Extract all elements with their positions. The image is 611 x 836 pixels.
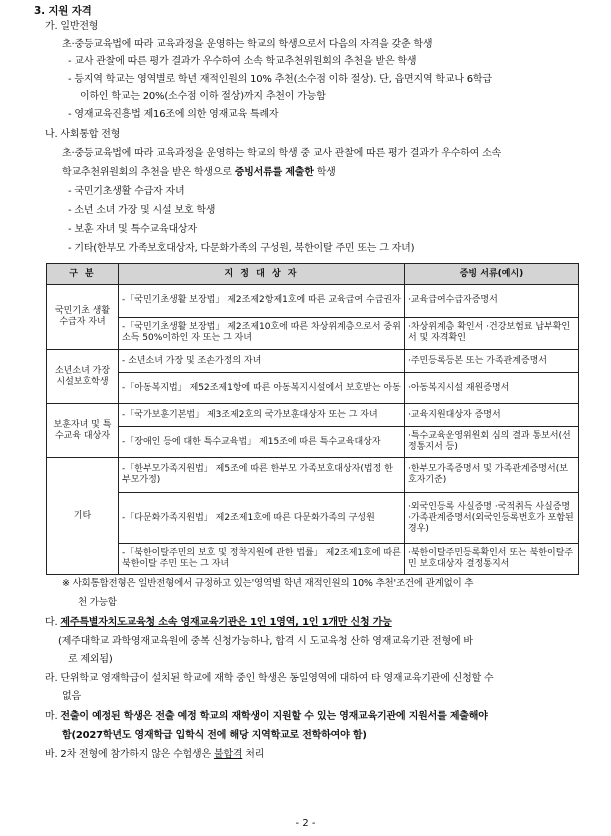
target-cell: -「한부모가족지원법」 제5조에 따른 한부모 가족보호대상자(법정 한부모가정) [119,458,405,493]
table-note-2: 천 가능함 [78,597,117,608]
intro-text: 학교추천위원회의 추천을 받은 학생으로 [62,167,235,178]
social-integration-intro-1: 초·중등교육법에 따라 교육과정을 운영하는 학교의 학생 중 교사 관찰에 따른 평가 결과가 우수하여 소속 [62,148,502,159]
category-cell: 국민기초 생활 수급자 자녀 [47,285,119,350]
general-item-1: - 교사 관찰에 따른 평가 결과가 우수하여 소속 학교추천위원회의 추천을 받은 학생 [68,56,417,67]
docs-cell: ·북한이탈주민등록확인서 또는 북한이탈주민 보호대상자 결정통지서 [405,544,579,575]
general-item-2-cont: 이하인 학교는 20%(소수점 이하 절상)까지 추천이 가능함 [80,91,326,102]
intro-bold-text: 증빙서류를 제출한 [234,167,314,178]
docs-cell: ·아동복지시설 재원증명서 [405,373,579,404]
ba-text: 2차 전형에 참가하지 않은 수험생은 [60,749,214,760]
docs-cell: ·교육급여수급자증명서 [405,285,579,318]
ba-underlined: 불합격 [213,749,243,760]
item-da [45,616,392,630]
docs-cell: ·특수교육운영위원회 심의 결과 통보서(선정통지서 등) [405,427,579,458]
target-cell: -「국가보훈기본법」 제3조제2호의 국가보훈대상자 또는 그 자녀 [119,404,405,427]
general-item-2: - 등지역 학교는 영역별로 학년 재적인원의 10% 추천(소수점 이하 절상). 단, 읍면지역 학교나 6학급 [68,74,492,85]
docs-cell: ·한부모가족증명서 및 가족관계증명서(보호자기준) [405,458,579,493]
item-ma-1 [45,710,488,724]
category-cell: 보훈자녀 및 특수교육 대상자 [47,404,119,458]
docs-cell: ·차상위계층 확인서 ·건강보험료 납부확인서 및 자격확인 [405,317,579,350]
social-item-4: - 기타(한부모 가족보호대상자, 다문화가족의 구성원, 북한이탈 주민 또는 그 자녀) [68,243,415,254]
header-category: 구 분 [47,264,119,285]
social-integration-heading: 나. 사회통합 전형 [45,129,121,140]
docs-cell: ·주민등록등본 또는 가족관계증명서 [405,350,579,373]
da-note-1: (제주대학교 과학영재교육원에 중복 신청가능하나, 합격 시 도교육청 산하 영재교육기관 전형에 바 [58,636,473,647]
page-number: - 2 - [295,818,316,829]
target-cell: -「다문화가족지원법」 제2조제1호에 따른 다문화가족의 구성원 [119,493,405,544]
intro-tail-text: 학생 [313,167,336,178]
social-item-1: - 국민기초생활 수급자 자녀 [68,186,185,197]
general-item-3: - 영재교육진흥법 제16조에 의한 영재교육 특례자 [68,109,279,120]
da-label: 다. [45,617,61,628]
table-row [47,350,579,373]
ba-label: 바. [45,749,61,760]
general-admission-intro: 초·중등교육법에 따라 교육과정을 운영하는 학교의 학생으로서 다음의 자격을 갖춘 학생 [62,39,433,50]
social-item-3: - 보훈 자녀 및 특수교육대상자 [68,224,197,235]
target-cell: -「국민기초생활 보장법」 제2조제10호에 따른 차상위계층으로서 중위소득 50%이하인 자 또는 그 자녀 [119,317,405,350]
social-integration-intro-2 [62,166,336,180]
category-cell: 기타 [47,458,119,575]
target-cell: -「국민기초생활 보장법」 제2조제2항제1호에 따른 교육급여 수급권자 [119,285,405,318]
ma-label: 마. [45,711,61,722]
table-row [47,427,579,458]
section-title: 3. 지원 자격 [34,5,92,17]
header-docs: 증빙 서류(예시) [405,264,579,285]
item-ba [45,748,264,762]
target-cell: -「아동복지법」 제52조제1항에 따른 아동복지시설에서 보호받는 아동 [119,373,405,404]
eligibility-table [46,263,579,575]
table-row [47,458,579,493]
general-admission-heading: 가. 일반전형 [45,21,99,32]
target-cell: -「북한이탈주민의 보호 및 정착지원에 관한 법률」 제2조제1호에 따른 북한이탈 주민 또는 그 자녀 [119,544,405,575]
table-note-1: ※ 사회통합전형은 일반전형에서 규정하고 있는'영역별 학년 재적인원의 10% 추천'조건에 관계없이 추 [62,578,474,589]
docs-cell: ·외국인등록 사실증명 ·국적취득 사실증명 ·가족관계증명서(외국인등록번호가 포함된 경우) [405,493,579,544]
header-target: 지 정 대 상 자 [119,264,405,285]
social-item-2: - 소년 소녀 가장 및 시설 보호 학생 [68,205,216,216]
target-cell: - 소년소녀 가장 및 조손가정의 자녀 [119,350,405,373]
category-cell: 소년소녀 가장 시설보호학생 [47,350,119,404]
table-row [47,317,579,350]
table-header-row [47,264,579,285]
ba-text-after: 처리 [242,749,265,760]
table-row [47,285,579,318]
da-bold-text: 제주특별자치도교육청 소속 영재교육기관은 1인 1영역, 1인 1개만 신청 가능 [60,617,392,628]
target-cell: -「장애인 등에 대한 특수교육법」 제15조에 따른 특수교육대상자 [119,427,405,458]
item-ra-2: 없음 [62,691,81,702]
table-row [47,404,579,427]
ma-bold-1: 전출이 예정된 학생은 전출 예정 학교의 재학생이 지원할 수 있는 영재교육기관에 지원서를 제출해야 [60,711,488,722]
docs-cell: ·교육지원대상자 증명서 [405,404,579,427]
da-note-2: 로 제외됨) [68,654,113,665]
table-row [47,493,579,544]
table-row [47,373,579,404]
item-ma-2: 함(2027학년도 영재학급 입학식 전에 해당 지역학교로 전학하여야 함) [62,730,367,741]
table-row [47,544,579,575]
item-ra-1: 라. 단위학교 영재학급이 설치된 학교에 재학 중인 학생은 동일영역에 대하여 타 영재교육기관에 신청할 수 [45,673,494,684]
